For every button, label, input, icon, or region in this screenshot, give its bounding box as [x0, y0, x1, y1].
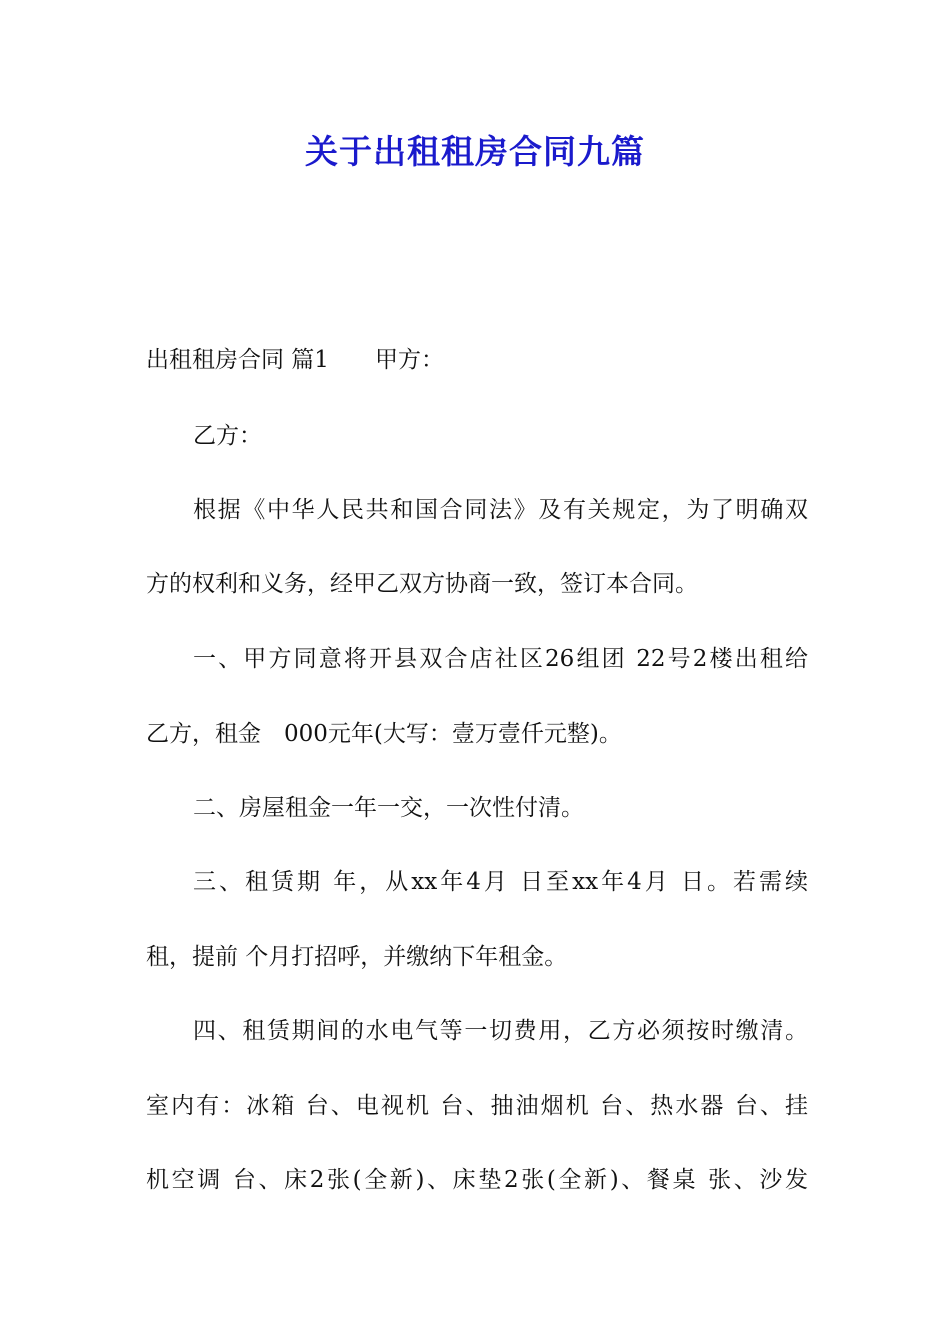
paragraph-line: 根据《中华人民共和国合同法》及有关规定，为了明确双	[193, 497, 808, 523]
document-title: 关于出租租房合同九篇	[305, 132, 645, 171]
paragraph-line: 一、甲方同意将开县双合店社区26组团 22号2楼出租给	[193, 646, 808, 672]
paragraph-line: 机空调 台、床2张(全新)、床垫2张(全新)、餐桌 张、沙发	[146, 1167, 808, 1193]
paragraph-line: 乙方，租金 000元年(大写：壹万壹仟元整)。	[146, 721, 622, 747]
paragraph-line: 乙方：	[193, 423, 262, 449]
paragraph-line: 二、房屋租金一年一交，一次性付清。	[193, 795, 584, 821]
paragraph-line: 租，提前 个月打招呼，并缴纳下年租金。	[146, 944, 568, 970]
paragraph-line: 室内有：冰箱 台、电视机 台、抽油烟机 台、热水器 台、挂	[146, 1093, 808, 1119]
paragraph-line: 三、租赁期 年，从xx年4月 日至xx年4月 日。若需续	[193, 869, 808, 895]
paragraph-line: 四、租赁期间的水电气等一切费用，乙方必须按时缴清。	[193, 1018, 808, 1044]
paragraph-line: 出租租房合同 篇1 甲方：	[146, 347, 444, 373]
paragraph-line: 方的权利和义务，经甲乙双方协商一致，签订本合同。	[146, 571, 698, 597]
